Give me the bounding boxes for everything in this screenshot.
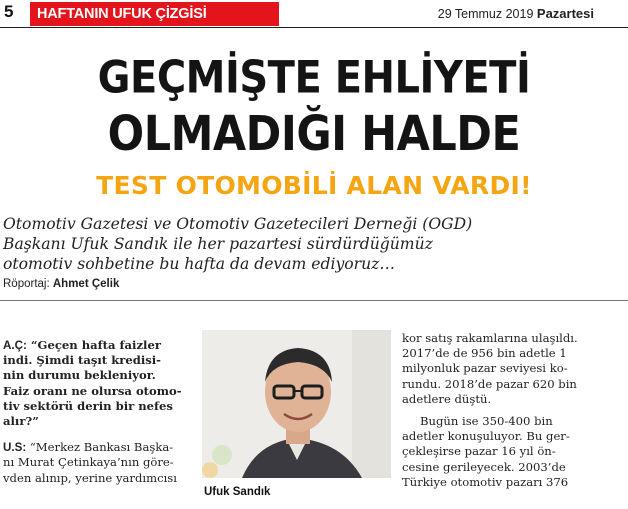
answer-line: nı Murat Çetinkaya’nın göre-: [3, 455, 174, 470]
question-line: [3, 338, 193, 353]
paragraph-line: cesine gerileyecek. 2003’de: [402, 459, 566, 474]
answer-tag: U.S:: [3, 441, 27, 455]
paragraph-line: adetlere düştü.: [402, 391, 492, 406]
answer-line: [3, 440, 193, 455]
issue-date: [438, 6, 594, 21]
intro-paragraph: [3, 214, 593, 274]
paragraph-line: Bugün ise 350-400 bin: [420, 414, 553, 429]
answer-text: “Merkez Bankası Başka-: [29, 440, 174, 455]
answer-line: vden alınıp, yerine yardımcısı: [3, 470, 177, 485]
question-line: alır?”: [3, 414, 39, 429]
question-line: Faiz oranı ne olursa otomo-: [3, 383, 182, 398]
right-column: [402, 331, 598, 490]
question-text: “Geçen hafta faizler: [30, 338, 161, 352]
intro-line: Başkanı Ufuk Sandık ile her pazartesi sürdürdüğümüz: [3, 235, 433, 253]
byline: [3, 278, 119, 290]
photo-caption: Ufuk Sandık: [204, 486, 271, 498]
byline-label: Röportaj:: [3, 278, 50, 290]
intro-line: otomotiv sohbetine bu hafta da devam ediyoruz…: [3, 255, 395, 273]
weekday: Pazartesi: [536, 6, 594, 21]
paragraph-line: kor satış rakamlarına ulaşıldı.: [402, 331, 578, 345]
paragraph-line: rundu. 2018’de pazar 620 bin: [402, 376, 577, 391]
question-line: nin durumu bekleniyor.: [3, 368, 156, 383]
subheadline: TEST OTOMOBİLİ ALAN VARDI!: [96, 171, 532, 200]
paragraph-line: çekleşirse pazar 16 yıl ön-: [402, 444, 556, 459]
question-tag: A.Ç:: [3, 339, 27, 352]
byline-author: Ahmet Çelik: [52, 278, 120, 290]
date-text: 29 Temmuz 2019: [437, 7, 534, 21]
header-divider: [0, 27, 628, 28]
paragraph-line: Türkiye otomotiv pazarı 376: [402, 474, 569, 489]
paragraph-line: 2017’de de 956 bin adetle 1: [402, 346, 567, 361]
intro-line: Otomotiv Gazetesi ve Otomotiv Gazetecileri Derneği (OGD): [3, 215, 473, 233]
headline-line-2: OLMADIĞI HALDE: [107, 106, 521, 163]
headline-line-1: GEÇMİŞTE EHLİYETİ: [97, 52, 531, 104]
page-number: 5: [4, 2, 14, 21]
intro-divider: [0, 300, 628, 301]
section-banner: [30, 2, 279, 26]
question-line: indi. Şimdi taşıt kredisi-: [3, 353, 161, 368]
interview-photo: [202, 330, 391, 478]
left-column: [3, 338, 193, 486]
paragraph-line: adetler konuşuluyor. Bu ger-: [402, 429, 570, 444]
portrait-illustration: [202, 330, 391, 478]
question-line: tiv sektörü derin bir nefes: [3, 398, 173, 413]
section-title: HAFTANIN UFUK ÇİZGİSİ: [37, 6, 207, 22]
paragraph-line: milyonluk pazar seviyesi ko-: [402, 361, 568, 376]
